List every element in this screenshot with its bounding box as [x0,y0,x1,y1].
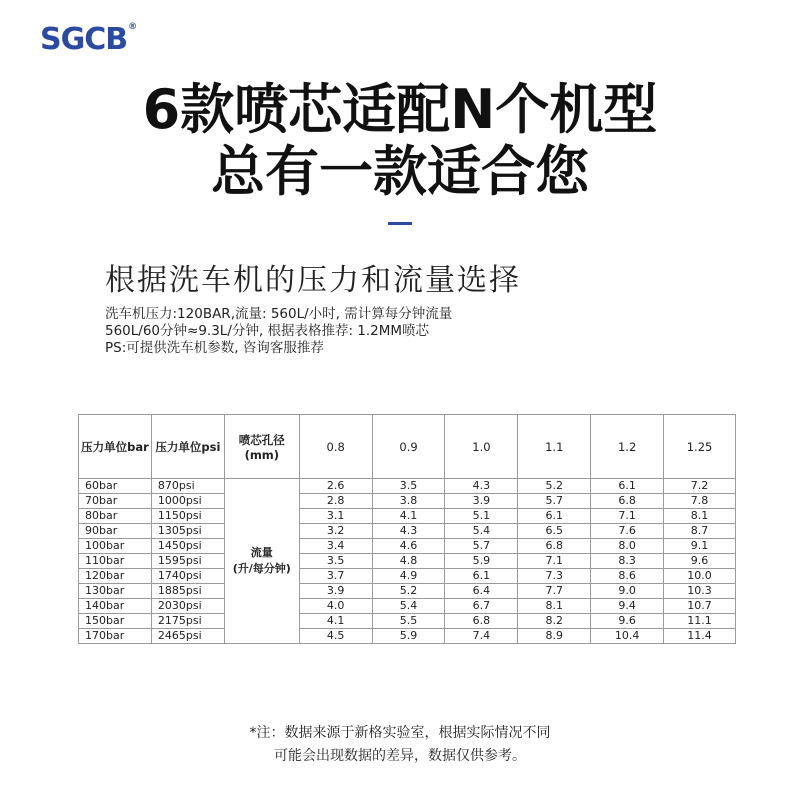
flow-label-unit: (升/每分钟) [232,562,291,575]
cell-bar: 70bar [79,494,152,509]
footnote-line: *注：数据来源于新格实验室，根据实际情况不同 [249,725,551,741]
cell-flow-value: 8.6 [591,569,664,584]
headline-line-1: 6款喷芯适配N个机型 [142,78,658,141]
header-size: 1.0 [445,415,518,479]
cell-flow-value: 8.0 [591,539,664,554]
cell-flow-value: 7.3 [518,569,591,584]
cell-bar: 100bar [79,539,152,554]
cell-flow-value: 10.0 [664,569,736,584]
cell-psi: 1150psi [151,509,224,524]
flow-rate-table [78,414,736,644]
cell-flow-value: 3.4 [299,539,372,554]
cell-flow-value: 7.4 [445,629,518,644]
cell-bar: 140bar [79,599,152,614]
cell-flow-value: 8.1 [664,509,736,524]
table-row [79,539,736,554]
cell-bar: 150bar [79,614,152,629]
cell-flow-value: 6.4 [445,584,518,599]
cell-flow-value: 6.8 [518,539,591,554]
cell-flow-value: 7.8 [664,494,736,509]
cell-bar: 60bar [79,479,152,494]
header-size: 1.25 [664,415,736,479]
cell-flow-value: 4.3 [372,524,445,539]
cell-flow-value: 4.3 [445,479,518,494]
table-row [79,524,736,539]
cell-psi: 1595psi [151,554,224,569]
cell-psi: 2465psi [151,629,224,644]
cell-flow-value: 5.2 [518,479,591,494]
cell-flow-value: 9.6 [591,614,664,629]
description-line: 560L/60分钟≈9.3L/分钟, 根据表格推荐: 1.2MM喷芯 [105,323,430,339]
cell-bar: 80bar [79,509,152,524]
cell-flow-value: 6.1 [445,569,518,584]
cell-flow-value: 10.4 [591,629,664,644]
cell-flow-value: 4.9 [372,569,445,584]
table-row [79,569,736,584]
header-size: 0.9 [372,415,445,479]
cell-flow-value: 4.5 [299,629,372,644]
cell-psi: 2175psi [151,614,224,629]
brand-logo [40,22,136,57]
table-row [79,629,736,644]
cell-flow-value: 5.9 [372,629,445,644]
description-line: PS:可提供洗车机参数, 咨询客服推荐 [105,340,324,356]
table-row [79,494,736,509]
cell-flow-value: 6.5 [518,524,591,539]
header-psi: 压力单位psi [151,415,224,479]
table-row [79,584,736,599]
footnote-line: 可能会出现数据的差异，数据仅供参考。 [274,748,526,764]
section-title: 根据洗车机的压力和流量选择 [105,263,521,298]
cell-flow-value: 3.5 [372,479,445,494]
header-nozzle-label: 喷芯孔径 [238,432,285,447]
divider-dash [388,222,412,225]
registered-mark: ® [128,22,137,32]
brand-name: SGCB [40,22,128,57]
cell-flow-value: 4.8 [372,554,445,569]
footnote [0,722,800,768]
cell-flow-value: 5.2 [372,584,445,599]
cell-flow-value: 5.7 [518,494,591,509]
cell-bar: 120bar [79,569,152,584]
cell-flow-value: 3.7 [299,569,372,584]
cell-flow-value: 9.6 [664,554,736,569]
cell-flow-value: 7.6 [591,524,664,539]
cell-bar: 110bar [79,554,152,569]
cell-flow-value: 9.0 [591,584,664,599]
table-row [79,599,736,614]
header-nozzle-diameter [224,415,299,479]
cell-flow-value: 5.5 [372,614,445,629]
cell-psi: 1305psi [151,524,224,539]
cell-flow-value: 9.1 [664,539,736,554]
cell-psi: 1000psi [151,494,224,509]
cell-flow-value: 10.3 [664,584,736,599]
header-size: 1.1 [518,415,591,479]
cell-flow-value: 8.1 [518,599,591,614]
description-line: 洗车机压力:120BAR,流量: 560L/小时, 需计算每分钟流量 [105,306,453,322]
header-bar: 压力单位bar [79,415,152,479]
cell-flow-value: 7.1 [591,509,664,524]
cell-flow-value: 5.9 [445,554,518,569]
cell-flow-value: 3.9 [299,584,372,599]
cell-flow-value: 10.7 [664,599,736,614]
cell-flow-value: 8.2 [518,614,591,629]
description [105,306,452,357]
cell-flow-value: 7.2 [664,479,736,494]
headline-line-2: 总有一款适合您 [211,140,589,203]
cell-flow-value: 4.6 [372,539,445,554]
cell-flow-value: 5.1 [445,509,518,524]
cell-flow-value: 5.7 [445,539,518,554]
cell-flow-value: 9.4 [591,599,664,614]
cell-psi: 2030psi [151,599,224,614]
cell-psi: 1885psi [151,584,224,599]
header-nozzle-unit: (mm) [244,447,280,462]
flow-label-cell [224,479,299,644]
cell-flow-value: 6.8 [445,614,518,629]
table-row [79,554,736,569]
cell-psi: 1450psi [151,539,224,554]
table-header-row [79,415,736,479]
cell-bar: 90bar [79,524,152,539]
cell-bar: 130bar [79,584,152,599]
flow-label: 流量 [250,546,273,559]
cell-flow-value: 8.3 [591,554,664,569]
cell-flow-value: 8.7 [664,524,736,539]
cell-flow-value: 3.2 [299,524,372,539]
cell-flow-value: 11.1 [664,614,736,629]
table-body [79,479,736,644]
cell-flow-value: 6.1 [518,509,591,524]
cell-flow-value: 11.4 [664,629,736,644]
cell-bar: 170bar [79,629,152,644]
cell-flow-value: 3.5 [299,554,372,569]
cell-flow-value: 3.8 [372,494,445,509]
cell-flow-value: 7.7 [518,584,591,599]
cell-flow-value: 6.7 [445,599,518,614]
cell-flow-value: 5.4 [372,599,445,614]
cell-flow-value: 2.6 [299,479,372,494]
cell-flow-value: 2.8 [299,494,372,509]
cell-psi: 870psi [151,479,224,494]
cell-psi: 1740psi [151,569,224,584]
cell-flow-value: 4.1 [372,509,445,524]
table-row [79,479,736,494]
cell-flow-value: 3.1 [299,509,372,524]
header-size: 1.2 [591,415,664,479]
cell-flow-value: 7.1 [518,554,591,569]
header-size: 0.8 [299,415,372,479]
cell-flow-value: 3.9 [445,494,518,509]
cell-flow-value: 6.8 [591,494,664,509]
cell-flow-value: 4.1 [299,614,372,629]
cell-flow-value: 4.0 [299,599,372,614]
cell-flow-value: 8.9 [518,629,591,644]
table-row [79,614,736,629]
table-row [79,509,736,524]
cell-flow-value: 6.1 [591,479,664,494]
cell-flow-value: 5.4 [445,524,518,539]
